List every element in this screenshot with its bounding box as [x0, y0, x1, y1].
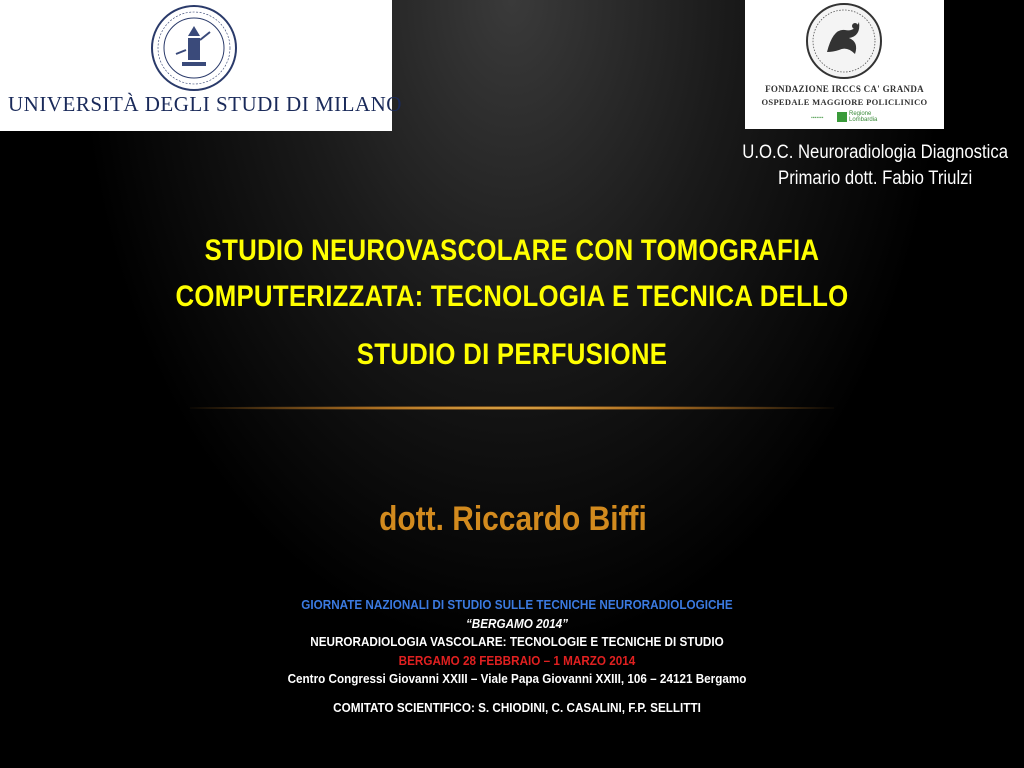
- policlinico-logo: [745, 0, 944, 129]
- title-line-3: STUDIO DI PERFUSIONE: [356, 338, 668, 371]
- university-seal-icon: [150, 4, 238, 92]
- title-line-2: COMPUTERIZZATA: TECNOLOGIA E TECNICA DELLO: [175, 280, 849, 313]
- event-venue: Centro Congressi Giovanni XXIII – Viale Papa Giovanni XXIII, 106 – 24121 Bergamo: [287, 671, 747, 686]
- university-logo: [0, 0, 402, 131]
- presentation-title: [89, 228, 935, 378]
- hospital-name: OSPEDALE MAGGIORE POLICLINICO: [761, 97, 928, 107]
- region-label: Regione Lombardia: [849, 111, 878, 123]
- event-dates: BERGAMO 28 FEBBRAIO – 1 MARZO 2014: [398, 652, 636, 668]
- region-badge: [811, 112, 881, 124]
- event-name: GIORNATE NAZIONALI DI STUDIO SULLE TECNICHE NEURORADIOLOGICHE: [301, 597, 733, 612]
- department-info: [742, 140, 1008, 192]
- title-line-1: STUDIO NEUROVASCOLARE CON TOMOGRAFIA: [204, 234, 820, 267]
- title-divider: [190, 406, 834, 410]
- speaker-name: dott. Riccardo Biffi: [379, 500, 647, 538]
- policlinico-seal-icon: [805, 2, 883, 80]
- event-topic: NEURORADIOLOGIA VASCOLARE: TECNOLOGIE E TECNICHE DI STUDIO: [310, 634, 724, 649]
- event-subtitle: “BERGAMO 2014”: [465, 615, 569, 631]
- university-name: UNIVERSITÀ DEGLI STUDI DI MILANO: [8, 92, 402, 116]
- scientific-committee: COMITATO SCIENTIFICO: S. CHIODINI, C. CASALINI, F.P. SELLITTI: [333, 699, 701, 715]
- foundation-name: FONDAZIONE IRCCS CA' GRANDA: [765, 84, 924, 94]
- department-head: Primario dott. Fabio Triulzi: [777, 168, 973, 189]
- event-info: [52, 596, 983, 717]
- region-mark-icon: [837, 112, 847, 122]
- department-name: U.O.C. Neuroradiologia Diagnostica: [742, 142, 1008, 163]
- region-dots: ▪▪▪▪▪▪▪: [811, 115, 824, 121]
